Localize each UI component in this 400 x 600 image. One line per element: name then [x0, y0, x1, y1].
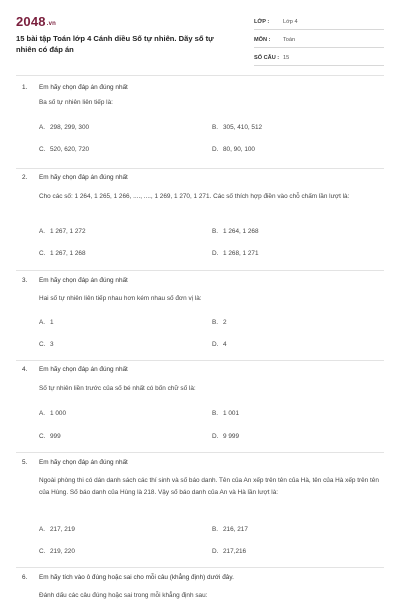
divider: [16, 168, 384, 169]
option-c[interactable]: C. 3: [39, 341, 54, 348]
question-text: Ngoài phòng thi có dán danh sách các thí sinh và số báo danh. Tên của An xếp trên tên của Hà, tên của Hà xếp trên tên của Hùng. Số báo danh của Hùng là 218. Vậy số báo danh của An và Hà lần lượt là:: [39, 477, 379, 496]
question-number: 1.: [22, 84, 28, 91]
meta-count: [254, 51, 384, 66]
site-logo[interactable]: 2048.vn: [16, 14, 57, 29]
question-text: Hai số tự nhiên liên tiếp nhau hơn kém nhau số đơn vị là:: [39, 295, 202, 302]
question-number: 3.: [22, 277, 28, 284]
option-a[interactable]: A. 298, 299, 300: [39, 124, 90, 131]
meta-subject: [254, 33, 384, 48]
meta-count-label: SỐ CÂU :: [254, 55, 280, 61]
option-a[interactable]: A. 217, 219: [39, 526, 75, 533]
option-d[interactable]: D. 80, 90, 100: [212, 146, 255, 153]
option-a[interactable]: A. 1 267, 1 272: [39, 228, 86, 235]
option-d[interactable]: D. 4: [212, 341, 227, 348]
option-b[interactable]: B. 1 001: [212, 410, 239, 417]
page-title: 15 bài tập Toán lớp 4 Cánh diều Số tự nhiên. Dãy số tự nhiên có đáp án: [16, 34, 214, 54]
option-b[interactable]: B. 1 264, 1 268: [212, 228, 259, 235]
question-text: Đánh dấu các câu đúng hoặc sai trong mỗi khẳng định sau:: [39, 592, 208, 599]
meta-grade-label: LỚP :: [254, 19, 270, 25]
meta-subject-label: MÔN :: [254, 37, 271, 43]
divider: [16, 567, 384, 568]
option-d[interactable]: D. 9 999: [212, 433, 239, 440]
question-instruction: 3. Em hãy chọn đáp án đúng nhất: [22, 277, 128, 284]
option-a[interactable]: A. 1 000: [39, 410, 66, 417]
option-c[interactable]: C. 1 267, 1 268: [39, 250, 86, 257]
option-d[interactable]: D. 1 268, 1 271: [212, 250, 259, 257]
question-text: Số tự nhiên liền trước của số bé nhất có bốn chữ số là:: [39, 385, 196, 392]
option-b[interactable]: B. 305, 410, 512: [212, 124, 263, 131]
question-instruction: 4. Em hãy chọn đáp án đúng nhất: [22, 366, 128, 373]
option-c[interactable]: C. 520, 620, 720: [39, 146, 90, 153]
divider: [16, 452, 384, 453]
meta-subject-value: Toán: [283, 37, 296, 43]
page-header: [0, 0, 400, 78]
option-d[interactable]: D. 217,216: [212, 548, 247, 555]
question-number: 5.: [22, 459, 28, 466]
question-text: Cho các số: 1 264, 1 265, 1 266, ...., ...., 1 269, 1 270, 1 271. Các số thích hợp điền vào chỗ chấm lần lượt là:: [39, 193, 350, 200]
meta-grade: [254, 15, 384, 30]
option-b[interactable]: B. 216, 217: [212, 526, 248, 533]
question-instruction: 5. Em hãy chọn đáp án đúng nhất: [22, 459, 128, 466]
question-instruction: 6. Em hãy tích vào ô đúng hoặc sai cho mỗi câu (khẳng định) dưới đây.: [22, 574, 234, 581]
option-b[interactable]: B. 2: [212, 319, 227, 326]
worksheet-meta: [254, 15, 384, 69]
option-a[interactable]: A. 1: [39, 319, 54, 326]
divider: [16, 360, 384, 361]
question-number: 6.: [22, 574, 28, 581]
divider: [16, 270, 384, 271]
meta-count-value: 15: [283, 55, 290, 61]
option-c[interactable]: C. 219, 220: [39, 548, 75, 555]
question-instruction: 1. Em hãy chọn đáp án đúng nhất: [22, 84, 128, 91]
divider: [16, 75, 384, 76]
question-number: 2.: [22, 174, 28, 181]
question-number: 4.: [22, 366, 28, 373]
option-c[interactable]: C. 999: [39, 433, 61, 440]
question-instruction: 2. Em hãy chọn đáp án đúng nhất: [22, 174, 128, 181]
question-text: Ba số tự nhiên liên tiếp là:: [39, 99, 113, 106]
meta-grade-value: Lớp 4: [283, 19, 298, 25]
